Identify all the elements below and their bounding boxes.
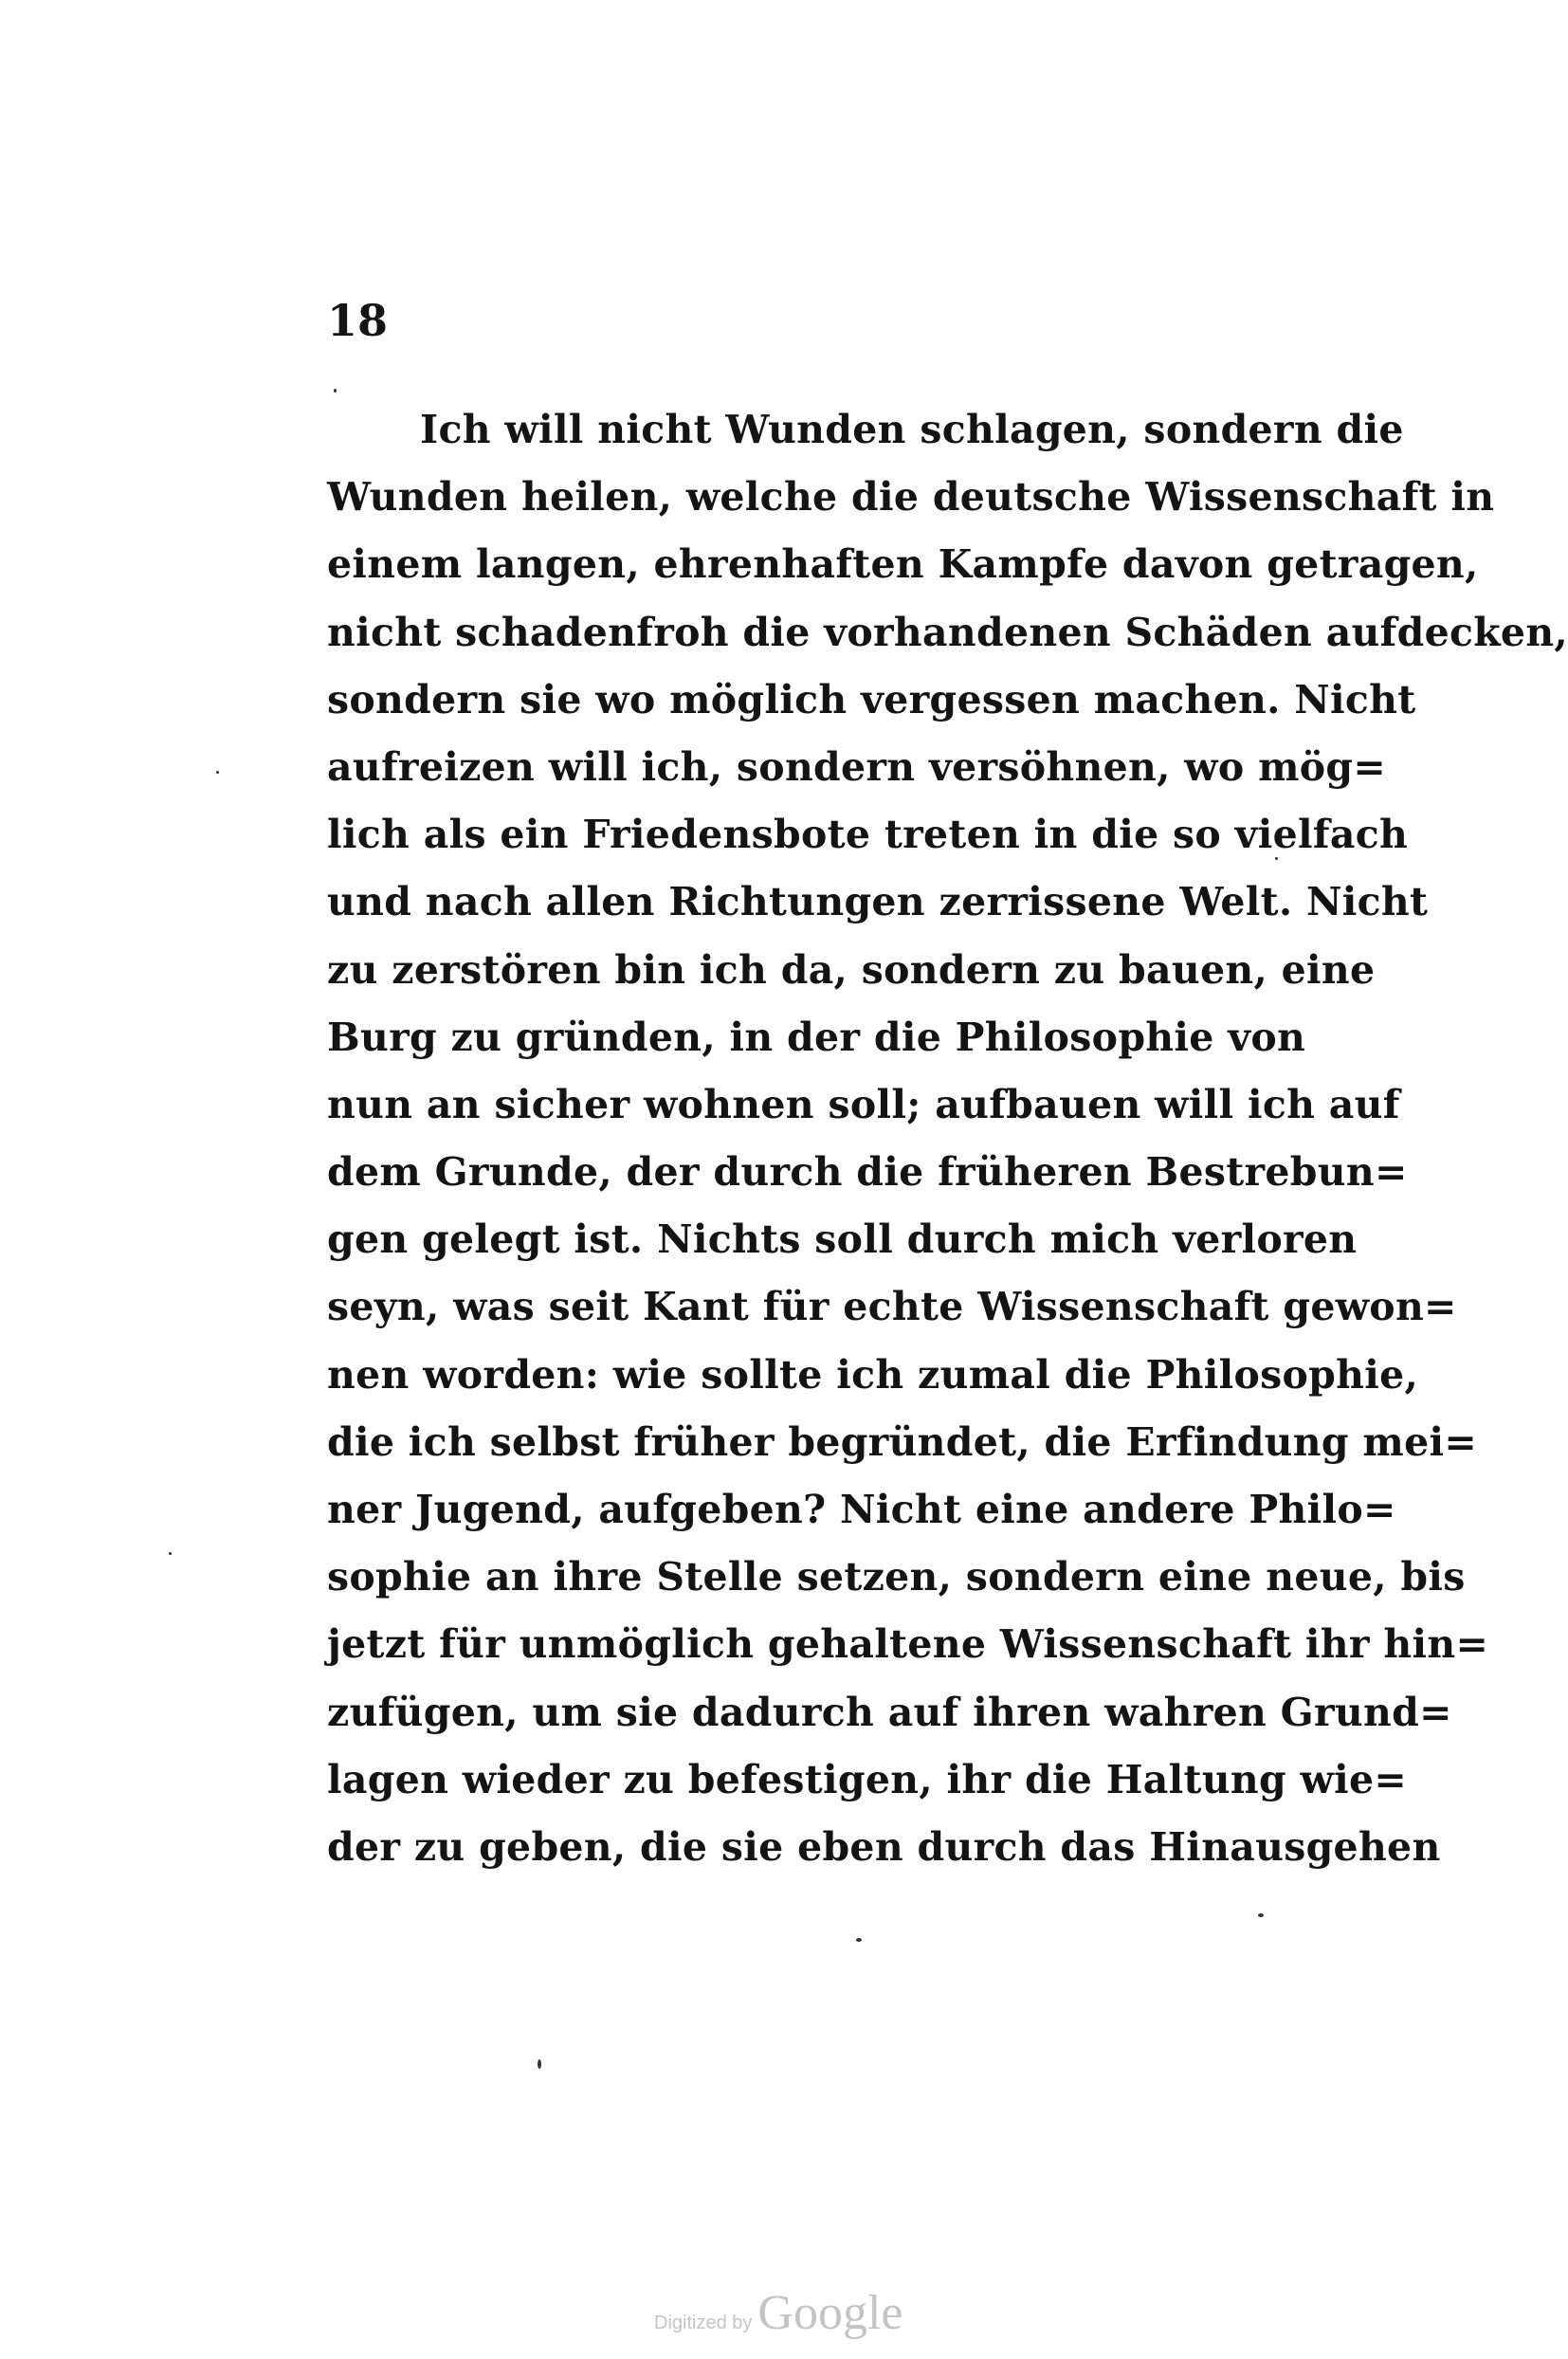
text-line: nun an sicher wohnen soll; aufbauen will ich auf <box>327 1081 1400 1127</box>
text-line: sondern sie wo möglich vergessen machen. Nicht <box>327 676 1416 722</box>
text-line: jetzt für unmöglich gehaltene Wissenschaft ihr hin= <box>327 1621 1489 1668</box>
digitized-by-google-watermark <box>654 2285 903 2342</box>
scan-speck <box>1258 1913 1264 1917</box>
text-line: aufreizen will ich, sondern versöhnen, wo mög= <box>327 743 1387 790</box>
text-line: nicht schadenfroh die vorhandenen Schäden aufdecken, <box>327 609 1568 655</box>
text-line: der zu geben, die sie eben durch das Hinausgehen <box>327 1823 1441 1870</box>
text-line: lich als ein Friedensbote treten in die so vielfach <box>327 812 1409 858</box>
text-line: zufügen, um sie dadurch auf ihren wahren Grund= <box>327 1689 1452 1735</box>
text-line: dem Grunde, der durch die früheren Bestrebun= <box>327 1149 1408 1196</box>
text-line: seyn, was seit Kant für echte Wissenschaft gewon= <box>327 1284 1457 1330</box>
scan-speck <box>216 771 219 774</box>
text-line: Wunden heilen, welche die deutsche Wissenschaft in <box>327 474 1495 521</box>
scan-speck <box>1275 857 1278 860</box>
scan-speck <box>169 1552 172 1555</box>
text-line: sophie an ihre Stelle setzen, sondern eine neue, bis <box>327 1554 1466 1600</box>
text-line: die ich selbst früher begründet, die Erfindung mei= <box>327 1418 1478 1465</box>
text-line: lagen wieder zu befestigen, ihr die Haltung wie= <box>327 1756 1408 1802</box>
google-logo: Google <box>757 2286 903 2340</box>
text-line: nen worden: wie sollte ich zumal die Philosophie, <box>327 1351 1419 1398</box>
text-line: einem langen, ehrenhaften Kampfe davon getragen, <box>327 541 1479 588</box>
text-line: gen gelegt ist. Nichts soll durch mich verloren <box>327 1216 1358 1263</box>
text-line: Burg zu gründen, in der die Philosophie von <box>327 1014 1306 1060</box>
text-line: Ich will nicht Wunden schlagen, sondern die <box>420 407 1404 452</box>
digitized-by-label: Digitized by <box>654 2313 753 2333</box>
scan-speck <box>334 389 337 393</box>
text-line: ner Jugend, aufgeben? Nicht eine andere Philo= <box>327 1487 1396 1532</box>
body-text <box>327 396 1568 1881</box>
text-line: und nach allen Richtungen zerrissene Welt. Nicht <box>327 879 1429 925</box>
scan-speck <box>856 1938 862 1942</box>
text-line: zu zerstören bin ich da, sondern zu bauen, eine <box>327 946 1376 993</box>
scan-speck <box>538 2059 541 2069</box>
page-number: 18 <box>327 295 389 346</box>
